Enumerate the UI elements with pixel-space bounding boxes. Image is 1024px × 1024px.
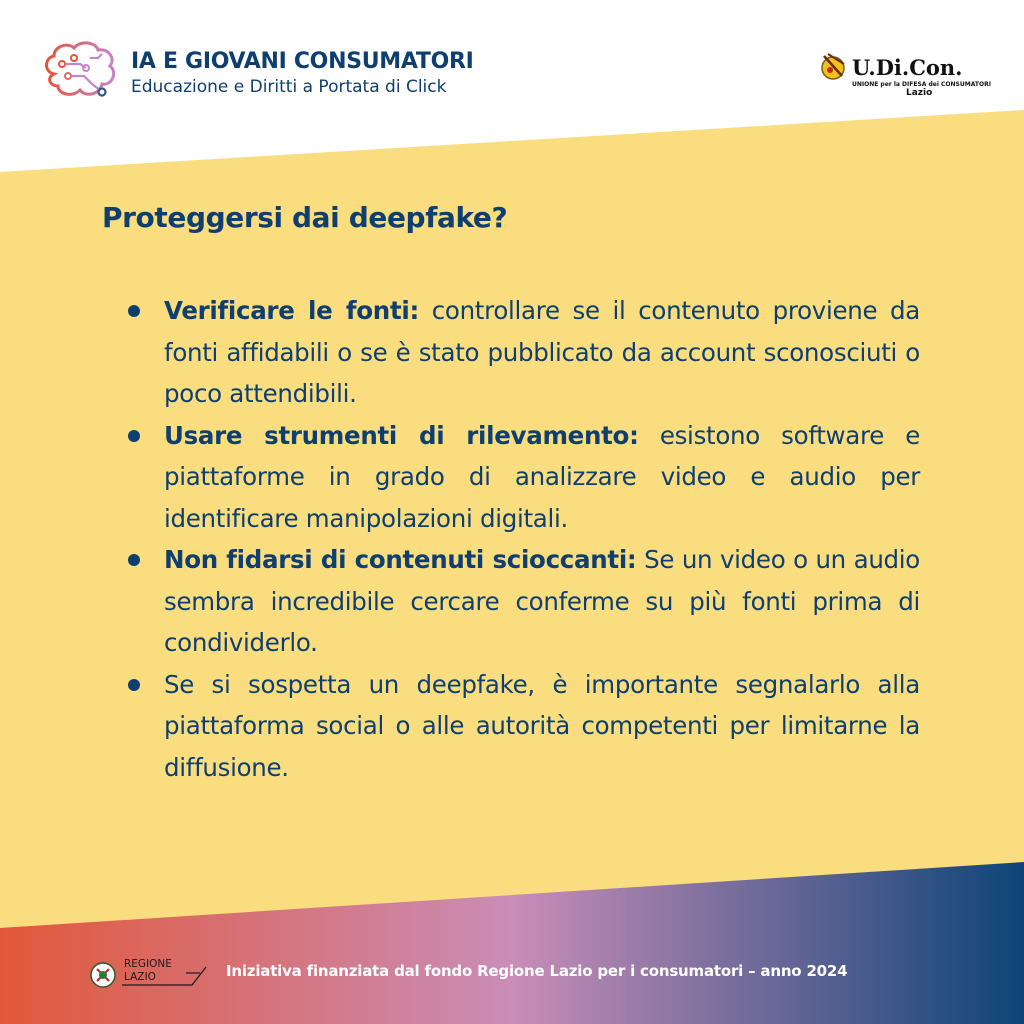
udicon-region: Lazio xyxy=(906,88,933,98)
list-item-heading: Non fidarsi di contenuti scioccanti: xyxy=(164,545,637,574)
header-subtitle: Educazione e Diritti a Portata di Click xyxy=(131,77,447,97)
udicon-tagline: UNIONE per la DIFESA dei CONSUMATORI xyxy=(852,81,991,88)
udicon-name: U.Di.Con. xyxy=(852,55,963,80)
list-item-heading: Usare strumenti di rilevamento: xyxy=(164,420,639,450)
list-item-text: Se si sospetta un deepfake, è importante segnalarlo alla piattaforma social o alle autorità competenti per limitarne la diffusione. xyxy=(164,669,920,782)
list-item-text: esistono software e piattaforme in grado di analizzare video e audio per identificare manipolazioni digitali. xyxy=(164,420,920,533)
list-item-text: controllare se il contenuto proviene da fonti affidabili o se è stato pubblicato da account sconosciuti o poco attendibili. xyxy=(164,296,920,408)
list-item-text: Se un video o un audio sembra incredibile cercare conferme su più fonti prima di condividerlo. xyxy=(164,545,920,657)
regione-line-2: LAZIO xyxy=(124,971,156,983)
regione-line-1: REGIONE xyxy=(124,958,172,970)
footer-funding-text: Iniziativa finanziata dal fondo Regione Lazio per i consumatori – anno 2024 xyxy=(226,962,848,980)
section-title: Proteggersi dai deepfake? xyxy=(102,201,508,234)
header-title: IA E GIOVANI CONSUMATORI xyxy=(131,49,474,74)
regione-lazio-label xyxy=(124,958,172,984)
list-item-heading: Verificare le fonti: xyxy=(164,296,419,325)
